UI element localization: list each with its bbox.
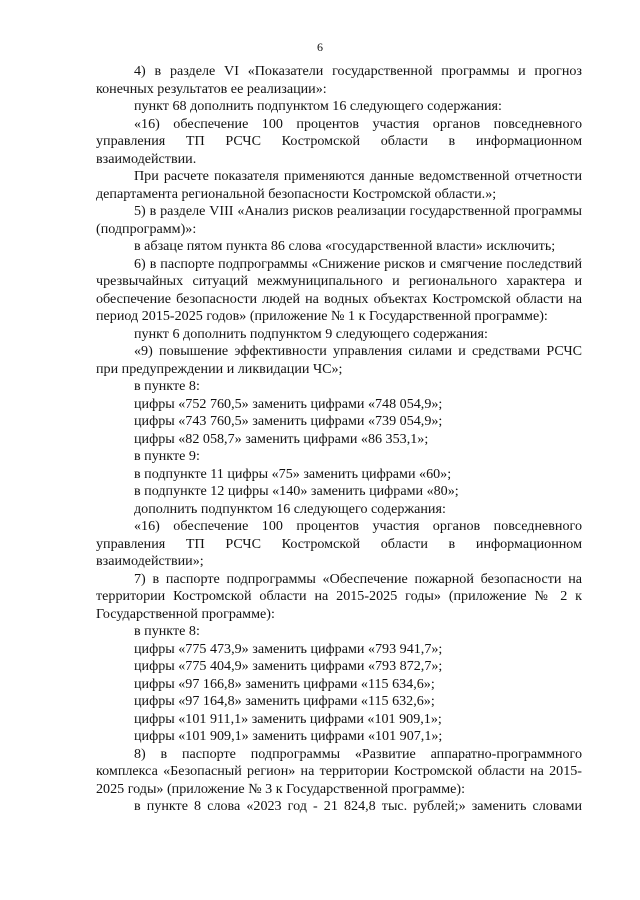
paragraph: в пункте 8:	[134, 623, 200, 639]
paragraph: 7) в паспорте подпрограммы «Обеспечение пожарной безопасности на территории Костромской области на 2015-2025 годы» (приложение № 2 к Государственной программе):	[96, 570, 582, 622]
paragraph: «16) обеспечение 100 процентов участия органов повседневного управления ТП РСЧС Костромской области в информационном взаимодействии»;	[96, 518, 582, 569]
paragraph: «9) повышение эффективности управления силами и средствами РСЧС при предупреждении и ликвидации ЧС»;	[96, 343, 582, 377]
paragraph: 5) в разделе VIII «Анализ рисков реализации государственной программы (подпрограмм)»:	[96, 203, 582, 237]
paragraph: пункт 6 дополнить подпунктом 9 следующего содержания:	[134, 325, 488, 342]
paragraph: конечных результатов ее реализации»:	[96, 80, 327, 97]
paragraph: в подпункте 11 цифры «75» заменить цифрами «60»;	[134, 465, 452, 482]
page-number: 6	[317, 40, 323, 54]
paragraph: цифры «97 164,8» заменить цифрами «115 632,6»;	[134, 693, 435, 709]
paragraph: 8) в паспорте подпрограммы «Развитие аппаратно-программного комплекса «Безопасный регион» на территории Костромской области на 2015-2025 годы» (приложение № 3 к Государственной программе):	[96, 745, 582, 797]
paragraph: 6) в паспорте подпрограммы «Снижение рисков и смягчение последствий чрезвычайных ситуаций межмуниципального и регионального характера и обеспечение безопасности людей на водных объектах Костромской области на период 2015-2025 годов» (приложение № 1 к Государственной программе):	[96, 255, 582, 324]
paragraph: цифры «752 760,5» заменить цифрами «748 054,9»;	[134, 395, 443, 412]
paragraph: «16) обеспечение 100 процентов участия органов повседневного управления ТП РСЧС Костромской области в информационном взаимодействии.	[96, 115, 582, 167]
paragraph: цифры «101 911,1» заменить цифрами «101 909,1»;	[134, 710, 442, 727]
paragraph: в пункте 8 слова «2023 год - 21 824,8 тыс. рублей;» заменить словами	[134, 798, 582, 814]
paragraph: пункт 68 дополнить подпунктом 16 следующего содержания:	[134, 98, 502, 114]
document-body	[96, 63, 582, 816]
paragraph: цифры «82 058,7» заменить цифрами «86 353,1»;	[134, 430, 429, 447]
paragraph: цифры «775 473,9» заменить цифрами «793 941,7»;	[134, 640, 443, 657]
paragraph: в пункте 8:	[134, 378, 200, 394]
paragraph: в абзаце пятом пункта 86 слова «государственной власти» исключить;	[134, 238, 556, 254]
paragraph: цифры «101 909,1» заменить цифрами «101 907,1»;	[134, 728, 443, 744]
paragraph: дополнить подпунктом 16 следующего содержания:	[134, 500, 446, 517]
paragraph: цифры «775 404,9» заменить цифрами «793 872,7»;	[134, 658, 443, 674]
paragraph: цифры «743 760,5» заменить цифрами «739 054,9»;	[134, 413, 443, 429]
paragraph: При расчете показателя применяются данные ведомственной отчетности департамента региональной безопасности Костромской области.»;	[96, 168, 582, 202]
paragraph: в подпункте 12 цифры «140» заменить цифрами «80»;	[134, 483, 459, 499]
paragraph: цифры «97 166,8» заменить цифрами «115 634,6»;	[134, 675, 435, 692]
paragraph: в пункте 9:	[134, 448, 200, 464]
paragraph: 4) в разделе VI «Показатели государственной программы и прогноз	[134, 63, 582, 79]
